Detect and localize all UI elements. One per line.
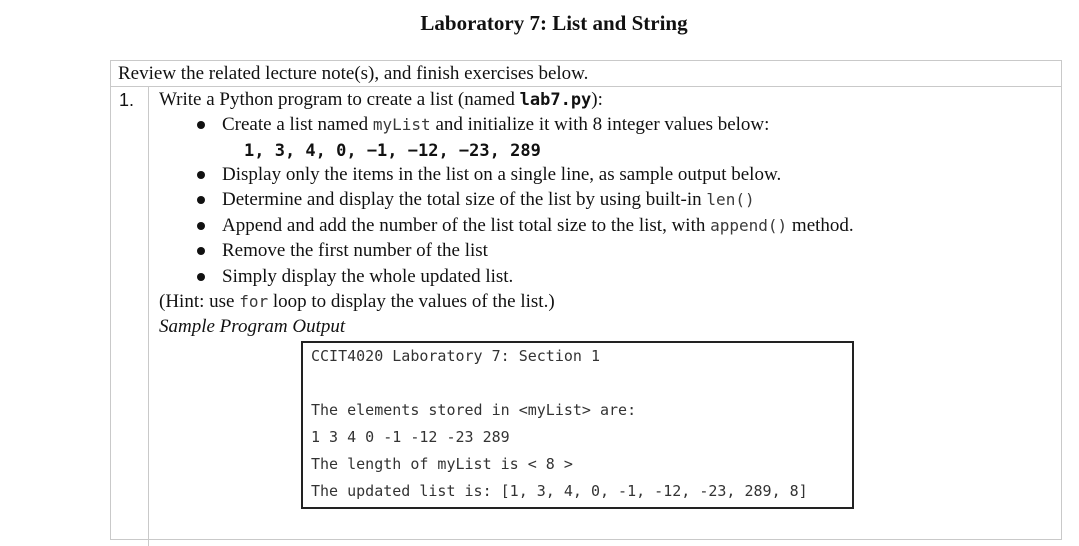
code-len: len() <box>706 190 755 209</box>
bullet-display-items: Display only the items in the list on a single line, as sample output below. <box>222 164 782 185</box>
bullet-list-size <box>222 188 755 212</box>
intro-text: Review the related lecture note(s), and finish exercises below. <box>118 63 589 84</box>
bullet-text: Create a list named <box>222 114 373 135</box>
bullet-icon <box>197 171 205 179</box>
sample-output-label: Sample Program Output <box>159 316 346 337</box>
console-line: CCIT4020 Laboratory 7: Section 1 <box>311 347 600 365</box>
bullet-icon <box>197 247 205 255</box>
code-mylist: myList <box>372 115 431 134</box>
initial-values: 1, 3, 4, 0, −1, −12, −23, 289 <box>244 141 541 161</box>
table-column-divider <box>148 86 149 546</box>
bullet-icon <box>197 273 205 281</box>
bullet-icon <box>197 121 205 129</box>
console-line: The updated list is: [1, 3, 4, 0, -1, -12, -23, 289, 8] <box>311 482 808 500</box>
exercise-prompt <box>159 88 603 112</box>
bullet-text: method. <box>787 215 854 236</box>
code-append: append() <box>710 216 788 235</box>
exercise-number: 1. <box>119 90 135 110</box>
prompt-text-end: ): <box>591 89 603 110</box>
sample-output-console <box>301 341 854 509</box>
page-title: Laboratory 7: List and String <box>420 11 688 35</box>
table-divider <box>110 86 1062 87</box>
console-line: The elements stored in <myList> are: <box>311 401 637 419</box>
hint-text <box>159 290 555 314</box>
console-line: 1 3 4 0 -1 -12 -23 289 <box>311 428 510 446</box>
code-for: for <box>239 292 269 311</box>
bullet-display-updated: Simply display the whole updated list. <box>222 266 514 287</box>
bullet-icon <box>197 222 205 230</box>
prompt-text-start: Write a Python program to create a list (named <box>159 89 520 110</box>
bullet-remove-first: Remove the first number of the list <box>222 240 488 261</box>
bullet-text: Determine and display the total size of the list by using built-in <box>222 189 707 210</box>
bullet-text: Append and add the number of the list total size to the list, with <box>222 215 711 236</box>
hint-end: loop to display the values of the list.) <box>268 291 555 312</box>
bullet-icon <box>197 196 205 204</box>
hint-start: (Hint: use <box>159 291 240 312</box>
bullet-create-list <box>222 113 769 137</box>
bullet-append <box>222 214 854 238</box>
bullet-text: and initialize it with 8 integer values below: <box>430 114 770 135</box>
prompt-filename: lab7.py <box>519 90 592 110</box>
console-line: The length of myList is < 8 > <box>311 455 573 473</box>
